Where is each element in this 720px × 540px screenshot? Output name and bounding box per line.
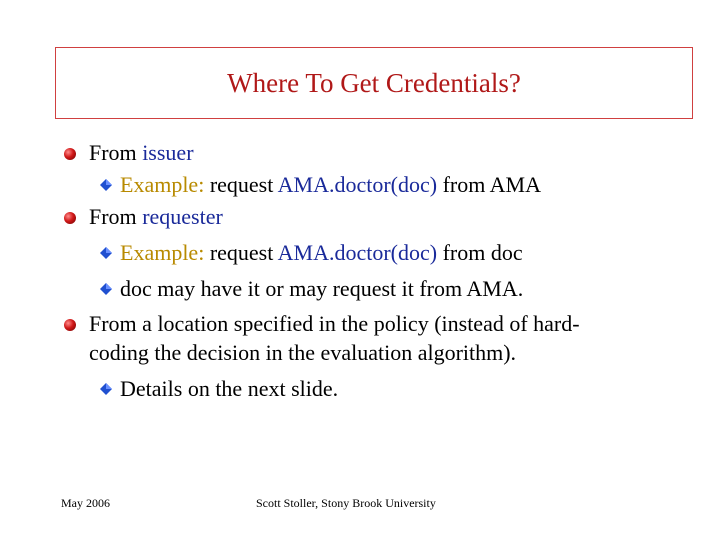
item-highlight: issuer [142, 140, 194, 165]
list-item [89, 311, 580, 337]
list-item [120, 376, 338, 402]
item-text: from doc [437, 240, 523, 265]
bullet-level2-icon [100, 283, 112, 295]
item-text: Details on the next slide. [120, 376, 339, 401]
list-item-continuation [89, 340, 516, 366]
item-text: coding the decision in the evaluation algorithm). [89, 340, 517, 365]
item-highlight: AMA.doctor(doc) [277, 240, 438, 265]
list-item [120, 276, 523, 302]
item-highlight: AMA.doctor(doc) [277, 172, 438, 197]
item-text: request [204, 240, 278, 265]
item-label: Example: [120, 240, 205, 265]
bullet-level1-icon [64, 148, 76, 160]
item-text: doc may have it or may request it from AMA. [120, 276, 524, 301]
list-item [120, 240, 523, 266]
bullet-level1-icon [64, 319, 76, 331]
list-item [120, 172, 541, 198]
item-label: Example: [120, 172, 205, 197]
bullet-level2-icon [100, 247, 112, 259]
footer-author: Scott Stoller, Stony Brook University [256, 496, 436, 510]
item-text: From [89, 140, 143, 165]
title-box [55, 47, 693, 119]
list-item [89, 140, 194, 166]
bullet-level2-icon [100, 383, 112, 395]
item-text: From a location specified in the policy (instead of hard- [89, 311, 580, 336]
list-item [89, 204, 223, 230]
item-highlight: requester [142, 204, 223, 229]
bullet-level2-icon [100, 179, 112, 191]
footer-date: May 2006 [61, 496, 110, 510]
bullet-level1-icon [64, 212, 76, 224]
slide-title: Where To Get Credentials? [227, 67, 521, 98]
item-text: request [204, 172, 278, 197]
item-text: From [89, 204, 143, 229]
item-text: from AMA [437, 172, 541, 197]
